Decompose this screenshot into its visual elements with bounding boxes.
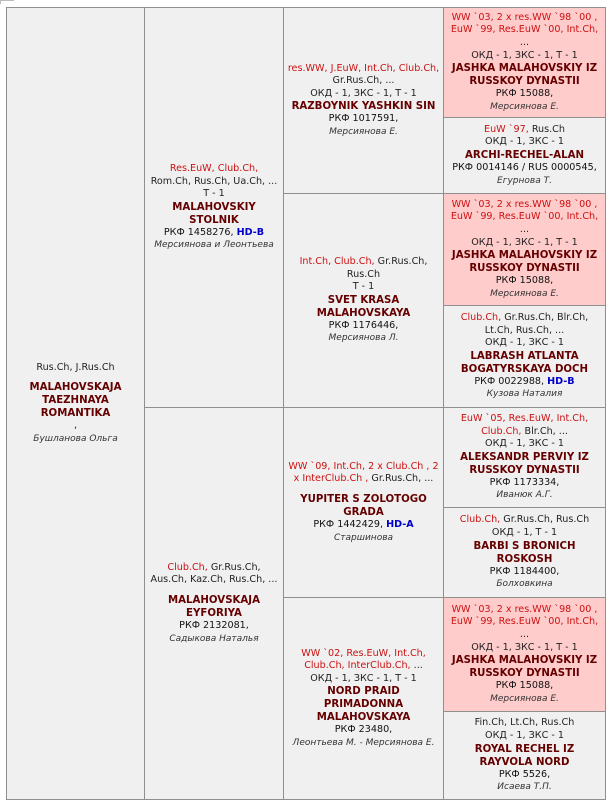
dds-rkf: РКФ 15088,: [495, 680, 554, 692]
sdd-titles-red: Club.Ch,: [460, 312, 502, 324]
ds-rkf-line: [313, 519, 413, 532]
dss-name[interactable]: ALEKSANDR PERVIY IZ RUSSKOY DYNASTII: [460, 451, 589, 476]
dds-name[interactable]: JASHKA MALAHOVSKIY IZ RUSSKOY DYNASTII: [451, 655, 598, 680]
dd-tests: ОКД - 1, ЗКС - 1, Т - 1: [310, 672, 417, 684]
dam-titles-red: Club.Ch,: [167, 561, 208, 573]
sds-tests: ОКД - 1, ЗКС - 1, Т - 1: [471, 236, 578, 248]
sire-cell: [144, 7, 284, 408]
ds-titles-red: WW `09, Int.Ch, 2 x Club.Ch , 2 x InterClub.Ch ,: [288, 460, 439, 485]
sds-titles-red: WW `03, 2 x res.WW `98 `00 , EuW `99, Res.EuW `00, Int.Ch,: [450, 198, 599, 223]
ss-rkf: РКФ 1017591,: [328, 113, 399, 125]
dog-titles: Rus.Ch, J.Rus.Ch: [36, 361, 115, 373]
dss-cell: [443, 407, 606, 508]
dds-titles-line: [447, 604, 602, 642]
dss-owner: Иванюк А.Г.: [496, 490, 553, 501]
dog-cell: [6, 7, 145, 800]
dss-tests: ОКД - 1, ЗКС - 1: [485, 438, 564, 450]
ds-hd: HD-A: [386, 519, 414, 530]
dss-rkf: РКФ 1173334,: [489, 476, 560, 488]
sdd-hd: HD-B: [547, 375, 575, 387]
sire-dam-cell: [283, 193, 444, 408]
sdd-titles-line: [447, 312, 602, 337]
ds-rkf: РКФ 1442429,: [313, 519, 384, 530]
dd-titles-line: [287, 648, 440, 673]
dds-titles: ...: [519, 628, 530, 640]
dss-titles-line: [447, 413, 602, 438]
sire-name[interactable]: MALAHOVSKIY STOLNIK: [172, 201, 256, 226]
dds-tests: ОКД - 1, ЗКС - 1, Т - 1: [471, 641, 578, 653]
sdd-owner: Кузова Наталия: [486, 389, 563, 400]
sd-titles-line: [287, 256, 440, 281]
sdd-name[interactable]: LABRASH ATLANTA BOGATYRSKAYA DOCH: [460, 350, 589, 375]
ddd-name[interactable]: ROYAL RECHEL IZ RAYVOLA NORD: [474, 743, 575, 768]
sds-titles: ...: [519, 223, 530, 235]
dam-titles: Gr.Rus.Ch, Aus.Ch, Kaz.Ch, Rus.Ch, ...: [150, 561, 278, 586]
dam-owner: Садыкова Наталья: [169, 633, 259, 644]
ss-titles-red: res.WW, J.EuW, Int.Ch, Club.Ch,: [287, 62, 440, 74]
ssd-titles: Rus.Ch: [531, 123, 565, 135]
dsd-titles-red: Club.Ch,: [459, 514, 501, 526]
sire-rkf: РКФ 1458276,: [163, 226, 234, 238]
ssd-tests: ОКД - 1, ЗКС - 1: [485, 136, 564, 148]
dss-titles-red: EuW `05, Res.EuW, Int.Ch, Club.Ch,: [460, 413, 589, 437]
sds-name[interactable]: JASHKA MALAHOVSKIY IZ RUSSKOY DYNASTII: [451, 250, 598, 275]
sds-cell: [443, 193, 606, 306]
ssd-name[interactable]: ARCHI-RECHEL-ALAN: [464, 150, 585, 161]
sdd-rkf-line: [474, 376, 574, 389]
dds-titles-red: WW `03, 2 x res.WW `98 `00 , EuW `99, Res.EuW `00, Int.Ch,: [450, 603, 599, 628]
dsd-owner: Болховкина: [496, 579, 553, 590]
ddd-tests: ОКД - 1, ЗКС - 1: [485, 729, 564, 741]
sds-titles-line: [447, 199, 602, 237]
dog-comma: ,: [73, 420, 78, 432]
dd-titles: ...: [413, 660, 423, 672]
ss-name[interactable]: RAZBOYNIK YASHKIN SIN: [291, 101, 436, 113]
sds-rkf: РКФ 15088,: [495, 275, 554, 287]
dam-rkf: РКФ 2132081,: [179, 620, 249, 631]
ds-name[interactable]: YUPITER S ZOLOTOGO GRADA: [300, 494, 427, 518]
dds-owner: Мерсиянова Е.: [490, 693, 559, 704]
sss-titles: ...: [519, 36, 530, 48]
sd-titles-red: Int.Ch, Club.Ch,: [299, 256, 375, 268]
sss-tests: ОКД - 1, ЗКС - 1, Т - 1: [471, 49, 578, 61]
sire-rkf-line: [164, 227, 264, 240]
sd-tests: Т - 1: [352, 281, 375, 293]
ssd-rkf: РКФ 0014146 / RUS 0000545,: [452, 162, 597, 173]
sire-tests: Т - 1: [203, 188, 225, 200]
dd-name[interactable]: NORD PRAID PRIMADONNA MALAHOVSKAYA: [316, 686, 411, 724]
dog-name[interactable]: MALAHOVSKAJA TAEZHNAYA ROMANTIKA: [29, 382, 122, 420]
ddd-owner: Исаева Т.П.: [497, 782, 552, 793]
ssd-titles-line: [484, 124, 565, 137]
sds-owner: Мерсиянова Е.: [490, 288, 559, 299]
dss-titles: Blr.Ch, ...: [524, 425, 568, 437]
dsd-cell: [443, 507, 606, 598]
sss-name[interactable]: JASHKA MALAHOVSKIY IZ RUSSKOY DYNASTII: [451, 63, 598, 88]
ssd-owner: Егурнова Т.: [497, 175, 552, 186]
sdd-rkf: РКФ 0022988,: [474, 375, 545, 387]
sdd-tests: ОКД - 1, ЗКС - 1: [485, 337, 564, 349]
dds-cell: [443, 597, 606, 712]
ssd-titles-red: EuW `97,: [484, 123, 529, 135]
sss-titles-line: [447, 12, 602, 50]
dsd-name[interactable]: BARBI S BRONICH ROSKOSH: [473, 540, 576, 565]
ss-tests: ОКД - 1, ЗКС - 1, Т - 1: [310, 87, 417, 99]
sire-sire-cell: [283, 7, 444, 194]
sd-titles: Gr.Rus.Ch, Rus.Ch: [346, 256, 428, 280]
ds-titles: Gr.Rus.Ch, ...: [371, 473, 434, 485]
sire-titles-red: Res.EuW, Club.Ch,: [169, 163, 259, 175]
dd-titles-red: WW `02, Res.EuW, Int.Ch, Club.Ch, InterClub.Ch,: [301, 647, 426, 672]
ds-titles-line: [287, 461, 440, 486]
sd-rkf: РКФ 1176446,: [328, 319, 399, 331]
sss-owner: Мерсиянова Е.: [490, 101, 559, 112]
ss-owner: Мерсиянова Е.: [329, 126, 398, 137]
ds-owner: Старшинова: [333, 532, 394, 543]
dam-name[interactable]: MALAHOVSKAJA EYFORIYA: [168, 595, 260, 619]
sss-titles-red: WW `03, 2 x res.WW `98 `00 , EuW `99, Res.EuW `00, Int.Ch,: [450, 11, 599, 36]
sire-hd: HD-B: [236, 226, 265, 238]
sire-owner: Мерсиянова и Леонтьева: [154, 240, 274, 251]
sdd-titles: Gr.Rus.Ch, Blr.Ch, Lt.Ch, Rus.Ch, ...: [484, 312, 589, 336]
ssd-cell: [443, 117, 606, 194]
dsd-titles: Gr.Rus.Ch, Rus.Ch: [503, 514, 590, 526]
dd-rkf: РКФ 23480,: [334, 724, 393, 736]
dam-cell: [144, 407, 284, 800]
ddd-cell: [443, 711, 606, 800]
sss-cell: [443, 7, 606, 118]
dog-owner: Бушланова Ольга: [33, 433, 118, 444]
dsd-rkf: РКФ 1184400,: [489, 565, 560, 577]
ss-titles-line: [287, 63, 440, 88]
sd-owner: Мерсиянова Л.: [328, 333, 399, 344]
sire-titles: Rom.Ch, Rus.Ch, Ua.Ch, ...: [150, 175, 278, 187]
sdd-cell: [443, 305, 606, 408]
ss-titles: Gr.Rus.Ch, ...: [332, 75, 395, 87]
dam-sire-cell: [283, 407, 444, 598]
dam-dam-cell: [283, 597, 444, 800]
dd-owner: Леонтьева М. - Мерсиянова Е.: [292, 737, 435, 748]
dam-titles-line: [148, 562, 280, 587]
corner-mark: [0, 0, 14, 4]
dsd-tests: ОКД - 1, Т - 1: [491, 526, 558, 538]
sss-rkf: РКФ 15088,: [495, 88, 554, 100]
sd-name[interactable]: SVET KRASA MALAHOVSKAYA: [316, 294, 411, 319]
dsd-titles-line: [460, 514, 589, 527]
ddd-rkf: РКФ 5526,: [498, 768, 551, 780]
ddd-titles: Fin.Ch, Lt.Ch, Rus.Ch: [474, 717, 575, 729]
